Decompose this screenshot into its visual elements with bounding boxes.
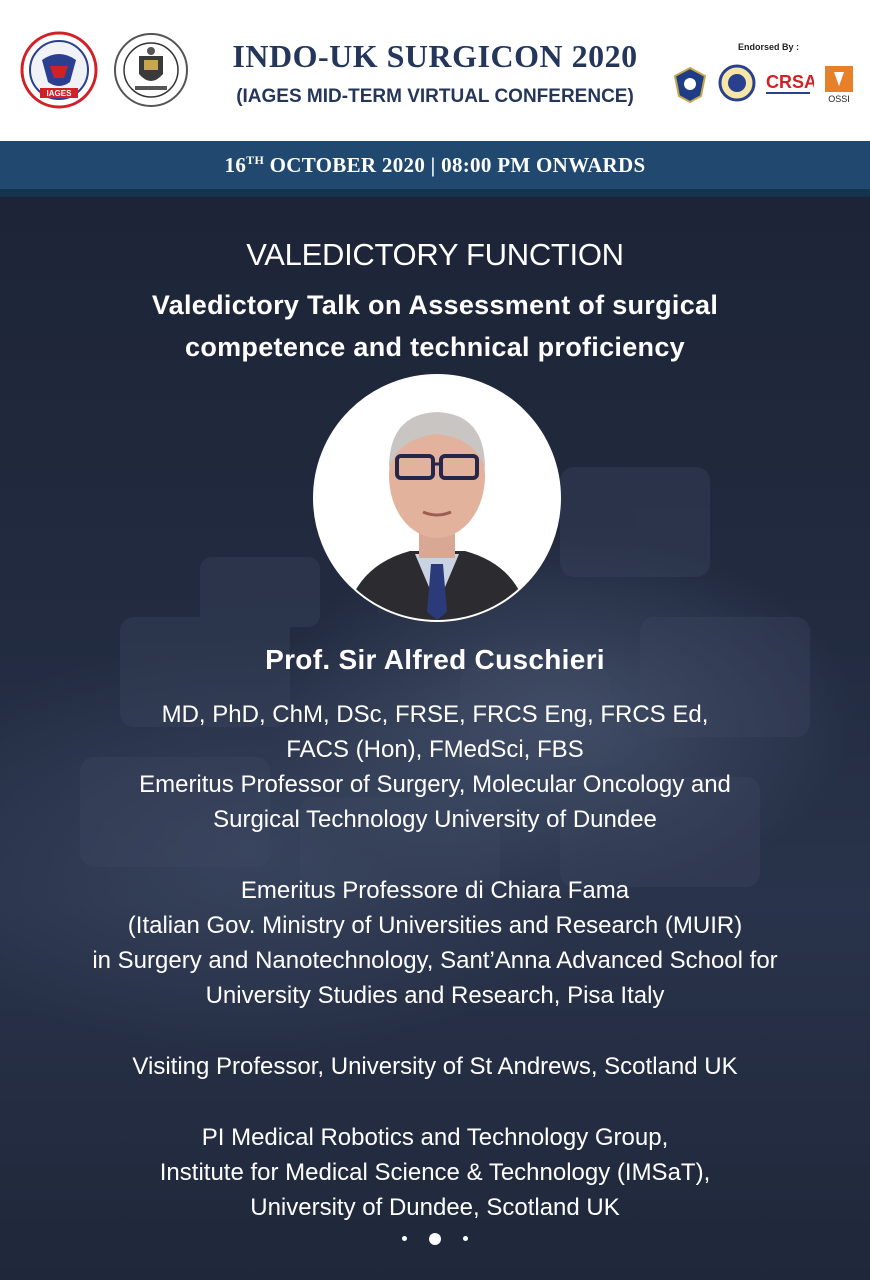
ossi-logo-text: OSSI — [828, 94, 850, 104]
endorser-badge-2 — [718, 64, 756, 102]
iages-logo-text: IAGES — [46, 89, 72, 98]
carousel-dot-3[interactable] — [463, 1236, 468, 1241]
bio-line: Visiting Professor, University of St Andrews, Scotland UK — [132, 1053, 738, 1080]
bio-line: FACS (Hon), FMedSci, FBS — [286, 736, 584, 763]
bio-line: University of Dundee, Scotland UK — [250, 1194, 620, 1221]
bio-line: (Italian Gov. Ministry of Universities and Research (MUIR) — [127, 912, 743, 939]
bio-line: PI Medical Robotics and Technology Group, — [201, 1124, 669, 1151]
iages-logo — [20, 30, 98, 110]
bio-spacer — [0, 1084, 870, 1120]
conference-subtitle: (IAGES MID-TERM VIRTUAL CONFERENCE) — [236, 86, 634, 107]
talk-title-line-1: Valedictory Talk on Assessment of surgical — [151, 290, 719, 320]
date-day: 16 — [224, 153, 247, 177]
bio-line: Emeritus Professore di Chiara Fama — [240, 877, 630, 904]
main-panel — [0, 197, 870, 1280]
talk-title — [0, 284, 870, 368]
ossi-logo — [822, 66, 856, 104]
bio-line: Institute for Medical Science & Technology (IMSaT), — [159, 1159, 711, 1186]
bio-line: in Surgery and Nanotechnology, Sant’Anna Advanced School for — [92, 947, 778, 974]
bio-line: Surgical Technology University of Dundee — [213, 806, 657, 833]
carousel-dot-2[interactable] — [429, 1233, 441, 1245]
bio-line: University Studies and Research, Pisa Italy — [205, 982, 665, 1009]
date-banner — [0, 141, 870, 197]
speaker-name: Prof. Sir Alfred Cuschieri — [265, 644, 605, 675]
bio-line: MD, PhD, ChM, DSc, FRSE, FRCS Eng, FRCS Ed, — [161, 701, 709, 728]
conference-title: INDO-UK SURGICON 2020 — [232, 38, 638, 74]
bio-spacer — [0, 1013, 870, 1049]
endorsed-label: Endorsed By : — [738, 42, 800, 52]
bio-spacer — [0, 837, 870, 873]
speaker-photo — [313, 374, 561, 622]
speaker-bio — [0, 697, 870, 1225]
endorser-badge-1 — [673, 66, 707, 104]
carousel-indicator — [0, 1230, 870, 1248]
college-crest-logo — [113, 32, 189, 108]
bio-line: Emeritus Professor of Surgery, Molecular Oncology and — [139, 771, 731, 798]
carousel-dot-1[interactable] — [402, 1236, 407, 1241]
crsa-logo-text: CRSA — [766, 72, 814, 92]
header — [0, 0, 870, 141]
talk-title-line-2: competence and technical proficiency — [185, 332, 685, 362]
date-rest: OCTOBER 2020 | 08:00 PM ONWARDS — [264, 153, 646, 177]
crsa-logo — [766, 70, 814, 98]
date-suffix: TH — [246, 153, 265, 167]
session-label: VALEDICTORY FUNCTION — [246, 237, 624, 272]
event-date — [0, 153, 870, 178]
